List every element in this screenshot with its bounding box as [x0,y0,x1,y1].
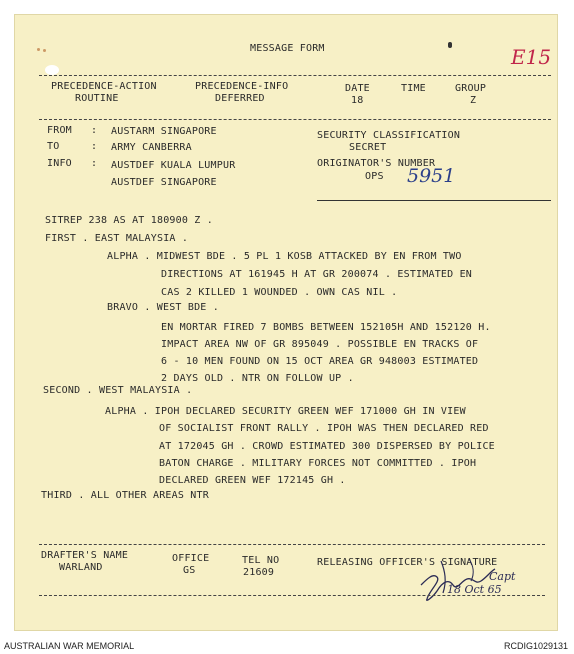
divider [317,200,551,201]
info-value-2: AUSTDEF SINGAPORE [111,177,217,188]
record-reference: RCDIG1029131 [503,641,568,651]
to-value: ARMY CANBERRA [111,142,192,153]
precedence-info-label: PRECEDENCE-INFO [195,81,289,92]
body-line: 6 - 10 MEN FOUND ON 15 OCT AREA GR 948003 ESTIMATED [161,356,479,367]
to-label: TO [47,141,60,152]
body-line: OF SOCIALIST FRONT RALLY . IPOH WAS THEN DECLARED RED [159,423,489,434]
divider [39,119,551,120]
body-line: BRAVO . WEST BDE . [107,302,219,313]
signature-date: 18 Oct 65 [447,583,502,596]
body-line: THIRD . ALL OTHER AREAS NTR [41,490,209,501]
paper-speck [37,48,40,51]
body-line: IMPACT AREA NW OF GR 895049 . POSSIBLE EN TRACKS OF [161,339,479,350]
tel-no-label: TEL NO [242,555,280,566]
body-line: 2 DAYS OLD . NTR ON FOLLOW UP . [161,373,354,384]
body-line: ALPHA . IPOH DECLARED SECURITY GREEN WEF 171000 GH IN VIEW [105,406,466,417]
from-colon: : [91,125,98,136]
body-line: ALPHA . MIDWEST BDE . 5 PL 1 KOSB ATTACKED BY EN FROM TWO [107,251,462,262]
body-line: CAS 2 KILLED 1 WOUNDED . OWN CAS NIL . [161,287,398,298]
to-colon: : [91,141,98,152]
precedence-action-label: PRECEDENCE-ACTION [51,81,157,92]
body-line: SECOND . WEST MALAYSIA . [43,385,193,396]
body-line: BATON CHARGE . MILITARY FORCES NOT COMMITTED . IPOH [159,458,477,469]
from-label: FROM [47,125,72,136]
punch-hole [45,65,59,75]
message-form-sheet [14,14,558,631]
time-label: TIME [401,83,426,94]
body-line: AT 172045 GH . CROWD ESTIMATED 300 DISPERSED BY POLICE [159,441,495,452]
body-line: EN MORTAR FIRED 7 BOMBS BETWEEN 152105H AND 152120 H. [161,322,491,333]
security-classification-label: SECURITY CLASSIFICATION [317,130,461,141]
body-line: DIRECTIONS AT 161945 H AT GR 200074 . ESTIMATED EN [161,269,473,280]
releasing-officer-signature-label: RELEASING OFFICER'S SIGNATURE [317,557,498,568]
office-label: OFFICE [172,553,210,564]
body-line: FIRST . EAST MALAYSIA . [45,233,189,244]
body-line: DECLARED GREEN WEF 172145 GH . [159,475,346,486]
group-label: GROUP [455,83,487,94]
info-value-1: AUSTDEF KUALA LUMPUR [111,160,236,171]
originator-number-label: ORIGINATOR'S NUMBER [317,158,436,169]
tel-no-value: 21609 [243,567,275,578]
originator-prefix: OPS [365,171,384,182]
originator-number: 5951 [407,165,456,187]
precedence-action-value: ROUTINE [75,93,119,104]
group-value: Z [470,95,477,106]
date-value: 18 [351,95,364,106]
divider [39,595,545,596]
body-line: SITREP 238 AS AT 180900 Z . [45,215,213,226]
date-label: DATE [345,83,370,94]
drafter-name-value: WARLAND [59,562,103,573]
form-title: MESSAGE FORM [250,43,325,54]
divider [39,544,545,545]
institution-credit: AUSTRALIAN WAR MEMORIAL [4,641,135,651]
staple-mark [448,42,452,48]
drafter-name-label: DRAFTER'S NAME [41,550,129,561]
office-value: GS [183,565,196,576]
info-colon: : [91,158,98,169]
file-mark: E15 [511,45,552,69]
info-label: INFO [47,158,72,169]
paper-speck [43,49,46,52]
signature-rank: Capt [489,570,516,583]
from-value: AUSTARM SINGAPORE [111,126,217,137]
divider [39,75,551,76]
precedence-info-value: DEFERRED [215,93,265,104]
security-classification-value: SECRET [349,142,387,153]
